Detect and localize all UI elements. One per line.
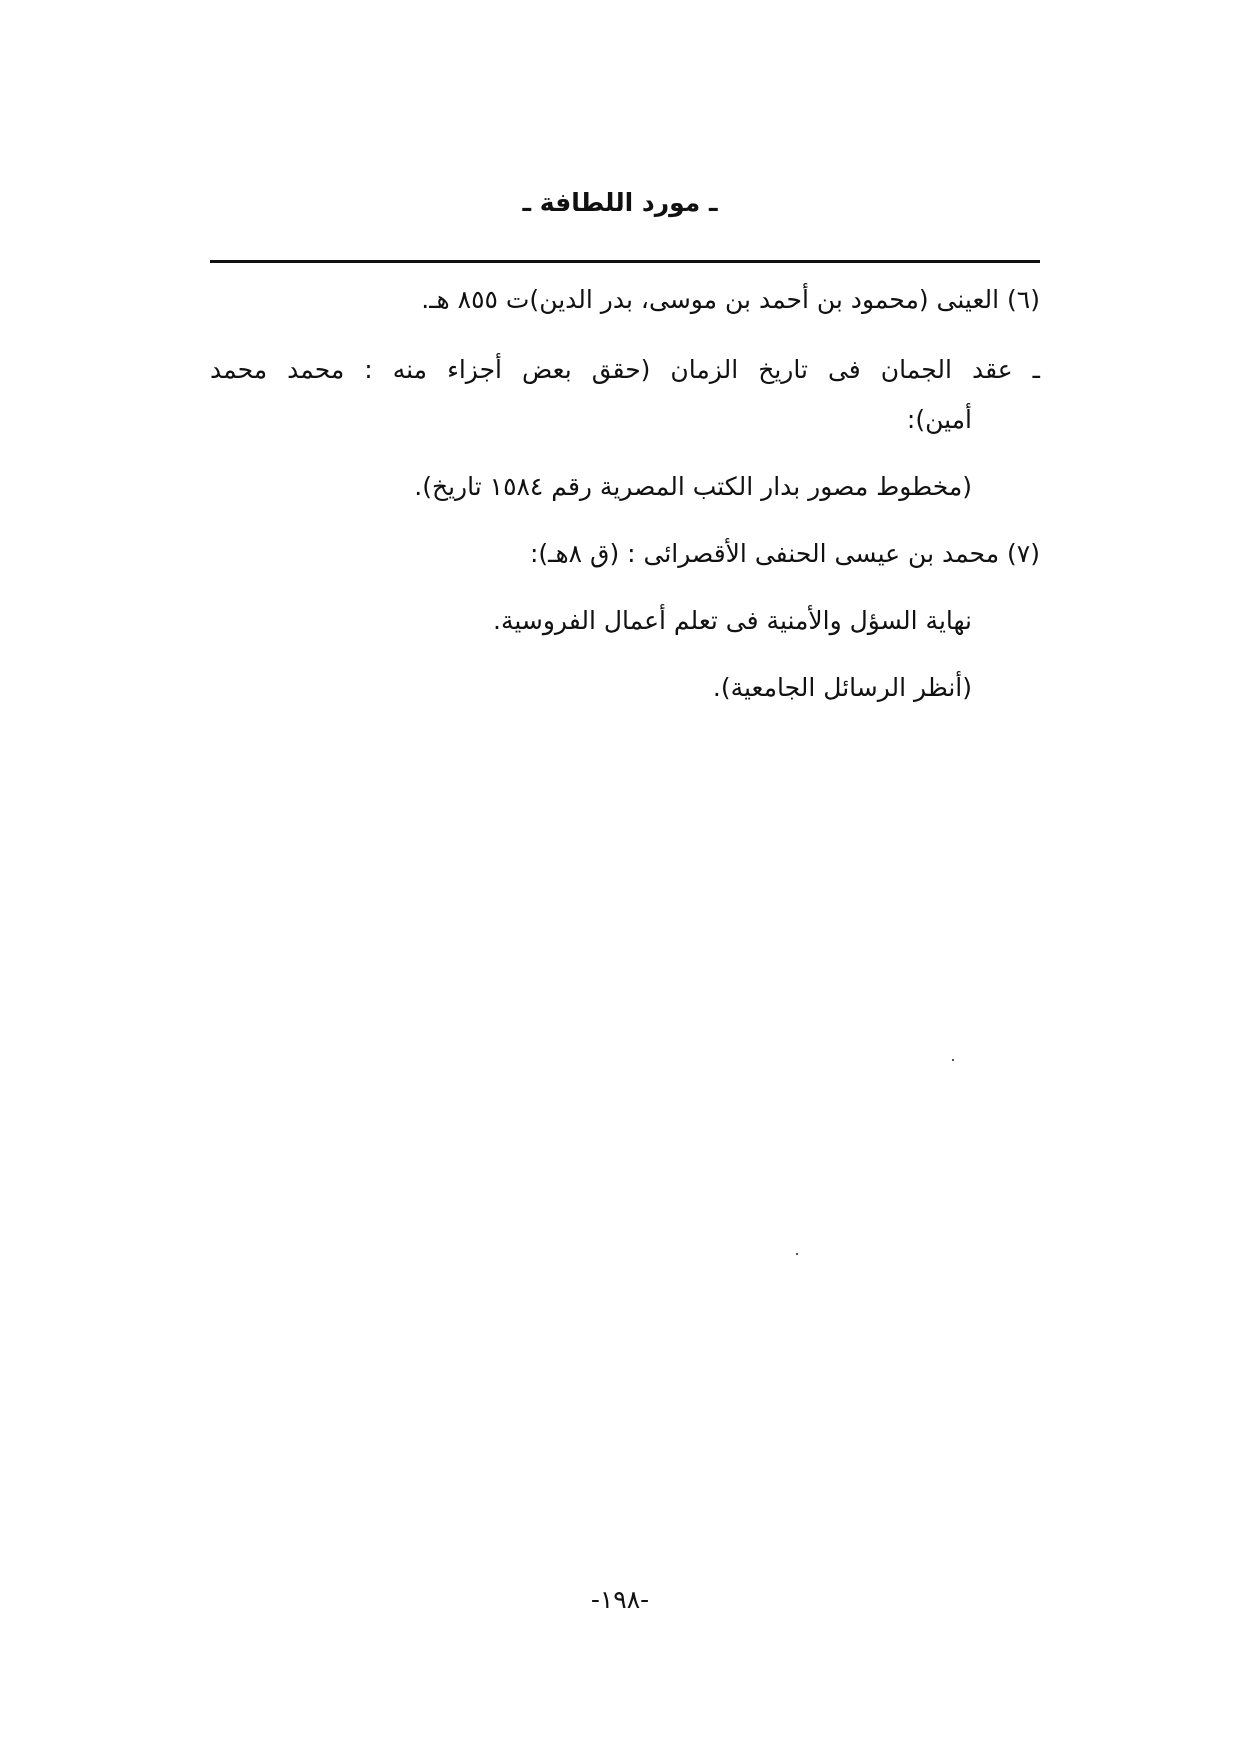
bibliography-entry-6-manuscript-note: (مخطوط مصور بدار الكتب المصرية رقم ١٥٨٤ تاريخ). — [414, 472, 972, 501]
running-header-title: ـ مورد اللطافة ـ — [522, 188, 718, 217]
bibliography-entry-7-note: (أنظر الرسائل الجامعية). — [712, 673, 972, 702]
header-divider — [210, 260, 1040, 263]
bibliography-entry-7-work-title: نهاية السؤل والأمنية فى تعلم أعمال الفروسية. — [493, 606, 972, 635]
page-number: -١٩٨- — [590, 1585, 650, 1614]
scan-speck — [796, 1253, 798, 1255]
scan-speck — [952, 1059, 954, 1061]
bibliography-entry-6: (٦) العينى (محمود بن أحمد بن موسى، بدر الدين)ت ٨٥٥ هـ. — [421, 285, 1040, 314]
bibliography-entry-7: (٧) محمد بن عيسى الحنفى الأقصرائى : (ق ٨هـ): — [529, 539, 1040, 568]
bibliography-entry-6-work-title-continued: أمين): — [906, 405, 972, 434]
bibliography-entry-6-work-title: ـ عقد الجمان فى تاريخ الزمان (حقق بعض أجزاء منه : محمد محمد — [210, 355, 1040, 384]
